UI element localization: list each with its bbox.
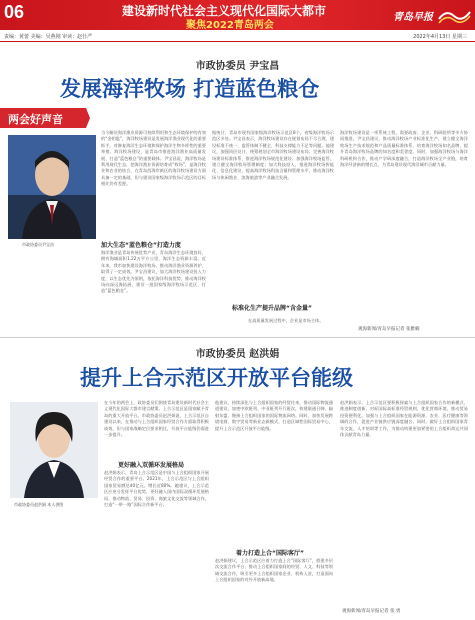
badge-label: 两会好声音	[8, 113, 63, 126]
article2-subheading-1: 更好融入双循环发展格局	[118, 462, 185, 469]
article1-column-2: 据统计，青岛市现有国家级海洋牧场示范区8个，省级海洋牧场示范区多处。尹宝昌表示，海洋牧场建设存在规划布局不尽合理、建设标准不统一、监管体制不健全、科技支撑能力不足等问题。他建议，加强顶层设计，统筹规划全市海洋牧场建设布局；完善海洋牧场建设标准体系，推进海洋牧场规范化建设；加强海洋牧场监管，建立健全海洋牧场管理制度；加大科技投入，推进海洋牧场智能化、信息化建设，提高海洋牧场科技含量和管理水平，推动海洋牧场与休闲渔业、滨海旅游等产业融合发展。	[212, 130, 334, 180]
article1-headline: 发展海洋牧场 打造蓝色粮仓	[60, 77, 320, 101]
photo-caption-2: 市政协委员赵洪娟 本人供图	[14, 502, 64, 507]
section-subtitle: 聚焦2022青岛两会	[186, 20, 274, 31]
article1-body-text: 海洋渔业是青岛传统优势产业，青岛海洋生态环境良好，拥有海域面积1.22万平方公里，海洋生态资源丰富。近年来，我市加快建设海洋牧场，推动海洋渔业资源养护，取得了一定成效。尹宝昌建议，加大海洋牧场建设投入力度，以生态优先为原则，依托海洋科技优势，推动海洋牧场向深远海拓展，建设一批国家级海洋牧场示范区，打造“蓝色粮仓”。	[101, 250, 206, 294]
article2-column-3: 赵洪娟表示，上合示范区要积极探索与上合组织国家合作的新模式，推进制度创新，对标国际高标准经贸规则，优化营商环境，推动贸易投资便利化。加强与上合组织国家在能源资源、农业、医疗健康等领域的合作，促进产业链供应链深度融合。同时，做好上合组织国家青年交流、人才培训等工作，为推动构建更加紧密的上合组织命运共同体贡献青岛力量。	[340, 400, 468, 438]
issue-date: 2022年4月13日 星期三	[413, 34, 467, 40]
article1-column-3: 海洋牧场建设是一项系统工程，需要政府、企业、科研院所等多方协同推进。尹宝昌建议，推动海洋牧场产业标准化生产，建立健全海洋牧场生产技术规范和产品质量标准体系，培育海洋牧场知名品牌，提升青岛海洋牧场品牌的知名度和美誉度。同时，加强海洋牧场与海洋科研机构合作，推动产学研深度融合，打造海洋牧场全产业链，培育海洋经济新的增长点，为青岛建设现代海洋城市贡献力量。	[340, 130, 468, 168]
author-photo-2	[10, 402, 98, 498]
section-title: 建设新时代社会主义现代化国际大都市	[122, 4, 327, 18]
article1-column-2-end: 在高质量发展过程中，企业是市场主体。	[248, 318, 324, 323]
article2-body-text: 赵洪娟表示，青岛上合示范区是中国与上合组织国家开展经贸合作的重要平台。2021年，上合示范区与上合组织国家贸易额达40亿元，增长近80%。她建议，上合示范区应充分发挥平台优势，更好融入国内国际双循环发展格局，推动物流、贸易、投资、商旅文化交流等领域合作，打造“一带一路”国际合作新平台。	[104, 470, 209, 508]
article2-kicker: 市政协委员 赵洪娟	[195, 349, 280, 360]
article1-kicker: 市政协委员 尹宝昌	[195, 61, 280, 72]
article2-subheading-2: 着力打造上合“国际客厅”	[236, 550, 304, 557]
article1-subheading-1: 加大生态“蓝色粮仓”打造力度	[101, 242, 181, 249]
author-photo-1	[8, 135, 96, 239]
article2-headline: 提升上合示范区开放平台能级	[80, 366, 353, 390]
article2-column-2: 他建议，持续深化与上合组织国家的经贸往来，推动国际物流通道建设，加密中欧班列、中亚班列开行班次，构建联通日韩、辐射东盟、链接上合组织国家的国际物流网络。同时，加快发展跨境电商、数字贸易等新业态新模式，打造区域性国际贸易中心，提升上合示范区开放平台能级。	[215, 400, 333, 431]
article1-byline: 观海新闻/青岛早报记者 张雅楠	[358, 327, 420, 332]
article2-column-2-body: 赵洪娟建议，上合示范区应着力打造上合“国际客厅”，搭建多层次交流合作平台，推动上合组织国家间的经贸、人文、科技等领域交流合作，吸引更多上合组织国家企业、机构入驻，打造面向上合组织国家的对外开放新高地。	[215, 558, 333, 583]
wave-logo-icon	[437, 3, 471, 25]
editor-credits: 责编：黄蕾 美编：吴燕刚 审读：赵仕严	[4, 34, 93, 40]
header-rule	[0, 41, 475, 42]
article1-intro-text: 当今解决海洋渔业资源可持续利用和生态环境保护的有效的“金钥匙”，海洋牧场建设是发展海洋渔业现代化的重要抓手，对修复海洋生态环境和保护海洋生物多样性的重要举措。海洋牧场建设，是青岛市推进海洋渔业高质量发展、打造“蓝色粮仓”的重要载体。尹宝昌说，海洋牧场是利用现代生态，把海洋渔业资源培育成“牧场”，是海洋牧业和农业的结合，在青岛西海岸新区的海洋牧场建设方面具备一定的基础，但与建设国家级海洋牧场示范区的目标相比仍有差距。	[101, 130, 206, 187]
photo-caption-1: 市政协委员尹宝昌	[22, 242, 54, 247]
article2-byline: 观海新闻/青岛早报记者 张 勇	[342, 609, 401, 614]
masthead-banner	[0, 0, 475, 30]
article1-subheading-2: 标准化生产提升品牌“含金量”	[232, 302, 312, 313]
article2-intro-text: 在今年的两会上，政协委员们围绕青岛建设新时代社会主义现代化国际大都市建言献策。上合示范区是国家赋予青岛的重大开放平台。市政协委员赵洪娟说，上合示范区自建设以来，在推动与上合组织国家经贸合作方面取得积极成效，但与国家战略定位要求相比，开放平台能级仍需进一步提升。	[104, 400, 209, 438]
article-divider	[0, 337, 475, 338]
page-number: 06	[4, 2, 25, 22]
newspaper-logo: 青岛早报	[393, 12, 433, 23]
